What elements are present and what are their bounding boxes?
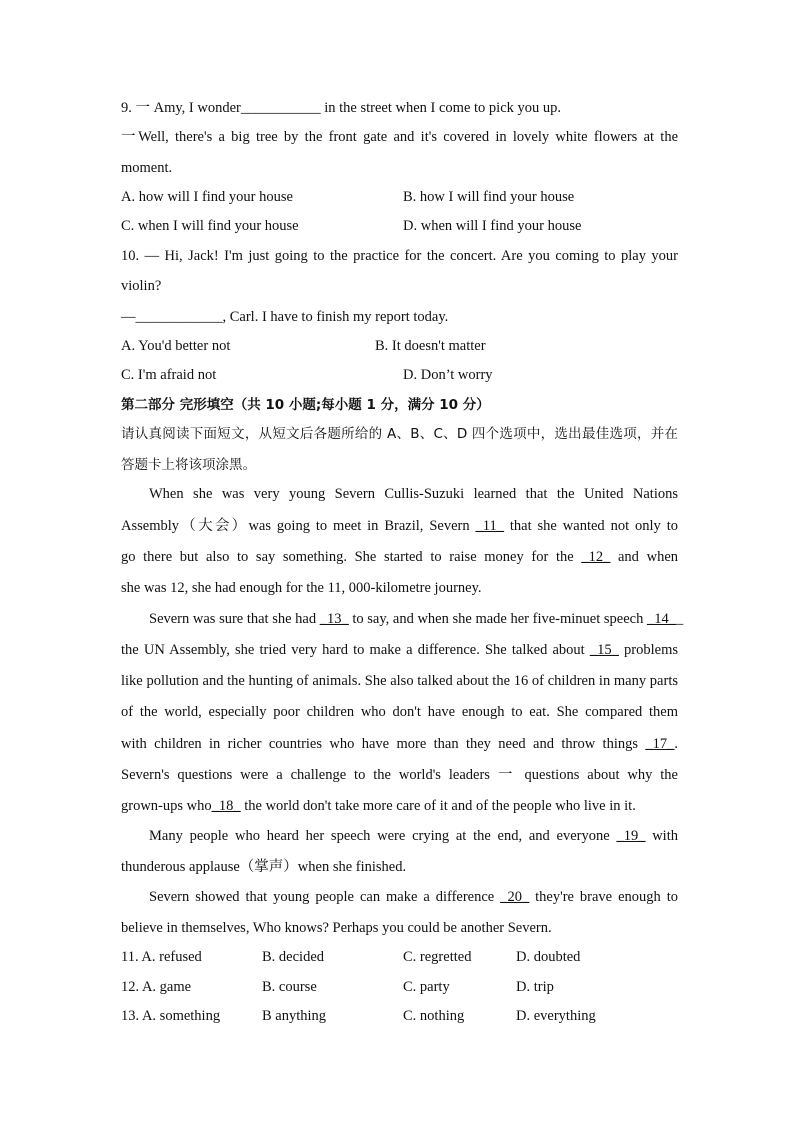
passage-text: to say, and when she made her five-minuet speech [348, 611, 647, 627]
passage-line: When she was very young Severn Cullis-Suzuki learned that the United Nations [149, 486, 678, 502]
passage-line [121, 735, 678, 753]
passage-text: they're brave enough to [529, 889, 678, 905]
passage-text: Assembly（大会）was going to meet in Brazil, Severn [121, 518, 476, 534]
blank-13[interactable]: _13_ [319, 611, 349, 627]
passage-text: that she wanted not only to [503, 518, 678, 534]
passage-text: . [674, 736, 678, 752]
q10-stem-end: violin? [121, 278, 162, 294]
q9-option-b[interactable]: B. how I will find your house [403, 189, 575, 205]
passage-text: go there but also to say something. She started to raise money for the [121, 549, 582, 565]
passage-line [149, 827, 678, 845]
passage-line: Severn's questions were a challenge to the world's leaders 一 questions about why the [121, 767, 678, 783]
passage-line: thunderous applause（掌声）when she finished. [121, 859, 407, 875]
choice-12-a[interactable]: 12. A. game [121, 979, 192, 995]
passage-line [121, 517, 678, 535]
passage-text: Severn was sure that she had [149, 611, 320, 627]
section-instructions: 请认真阅读下面短文，从短文后各题所给的 A、B、C、D 四个选项中，选出最佳选项，并在 [121, 426, 678, 442]
passage-text: Severn showed that young people can make a difference [149, 889, 501, 905]
choice-13-c[interactable]: C. nothing [403, 1008, 465, 1024]
section-instructions-end: 答题卡上将该项涂黑。 [121, 457, 256, 473]
passage-line [121, 641, 678, 659]
blank-19[interactable]: _19_ [616, 828, 646, 844]
blank-18[interactable]: _18_ [211, 798, 241, 814]
q9-option-c[interactable]: C. when I will find your house [121, 218, 299, 234]
q10-option-c[interactable]: C. I'm afraid not [121, 367, 217, 383]
q10-stem: 10. — Hi, Jack! I'm just going to the practice for the concert. Are you coming to play your [121, 248, 678, 264]
choice-12-c[interactable]: C. party [403, 979, 450, 995]
choice-11-a[interactable]: 11. A. refused [121, 949, 202, 965]
choice-11-d[interactable]: D. doubted [516, 949, 581, 965]
section-heading: 第二部分 完形填空（共 10 小题;每小题 1 分，满分 10 分） [121, 397, 490, 413]
passage-line [149, 888, 678, 906]
q9-reply-end: moment. [121, 160, 173, 176]
passage-text: and when [610, 549, 678, 565]
q10-option-a[interactable]: A. You'd better not [121, 338, 231, 354]
blank-11[interactable]: _11_ [475, 518, 504, 534]
passage-text: the world don't take more care of it and of the people who live in it. [240, 798, 636, 814]
passage-text: with [645, 828, 678, 844]
blank-20[interactable]: _20_ [500, 889, 530, 905]
blank-17[interactable]: _17_ [645, 736, 675, 752]
passage-text: Many people who heard her speech were crying at the end, and everyone [149, 828, 617, 844]
choice-11-b[interactable]: B. decided [262, 949, 325, 965]
blank-12[interactable]: _12_ [581, 549, 611, 565]
passage-text: the UN Assembly, she tried very hard to make a difference. She talked about [121, 642, 590, 658]
passage-line: of the world, especially poor children who don't have enough to eat. She compared them [121, 704, 678, 720]
q9-reply: 一Well, there's a big tree by the front gate and it's covered in lovely white flowers at the [121, 129, 678, 145]
passage-line: like pollution and the hunting of animals. She also talked about the 16 of children in many parts [121, 673, 678, 689]
passage-text: grown-ups who [121, 798, 212, 814]
passage-text: _ [675, 611, 684, 627]
choice-11-c[interactable]: C. regretted [403, 949, 472, 965]
passage-line [121, 548, 678, 566]
passage-text: with children in richer countries who have more than they need and throw things [121, 736, 646, 752]
passage-line [121, 797, 636, 815]
q10-reply: —____________, Carl. I have to finish my report today. [121, 309, 449, 325]
passage-text: problems [618, 642, 678, 658]
passage-line: believe in themselves, Who knows? Perhaps you could be another Severn. [121, 920, 552, 936]
choice-13-b[interactable]: B anything [262, 1008, 327, 1024]
q10-option-b[interactable]: B. It doesn't matter [375, 338, 486, 354]
q9-option-d[interactable]: D. when will I find your house [403, 218, 582, 234]
passage-line: she was 12, she had enough for the 11, 000-kilometre journey. [121, 580, 482, 596]
choice-12-b[interactable]: B. course [262, 979, 317, 995]
choice-12-d[interactable]: D. trip [516, 979, 554, 995]
blank-14[interactable]: _14_ [646, 611, 676, 627]
blank-15[interactable]: _15_ [589, 642, 619, 658]
choice-13-d[interactable]: D. everything [516, 1008, 596, 1024]
q9-option-a[interactable]: A. how will I find your house [121, 189, 293, 205]
q10-option-d[interactable]: D. Don’t worry [403, 367, 493, 383]
q9-stem: 9. 一 Amy, I wonder___________ in the street when I come to pick you up. [121, 100, 562, 116]
passage-line [149, 610, 684, 628]
choice-13-a[interactable]: 13. A. something [121, 1008, 221, 1024]
